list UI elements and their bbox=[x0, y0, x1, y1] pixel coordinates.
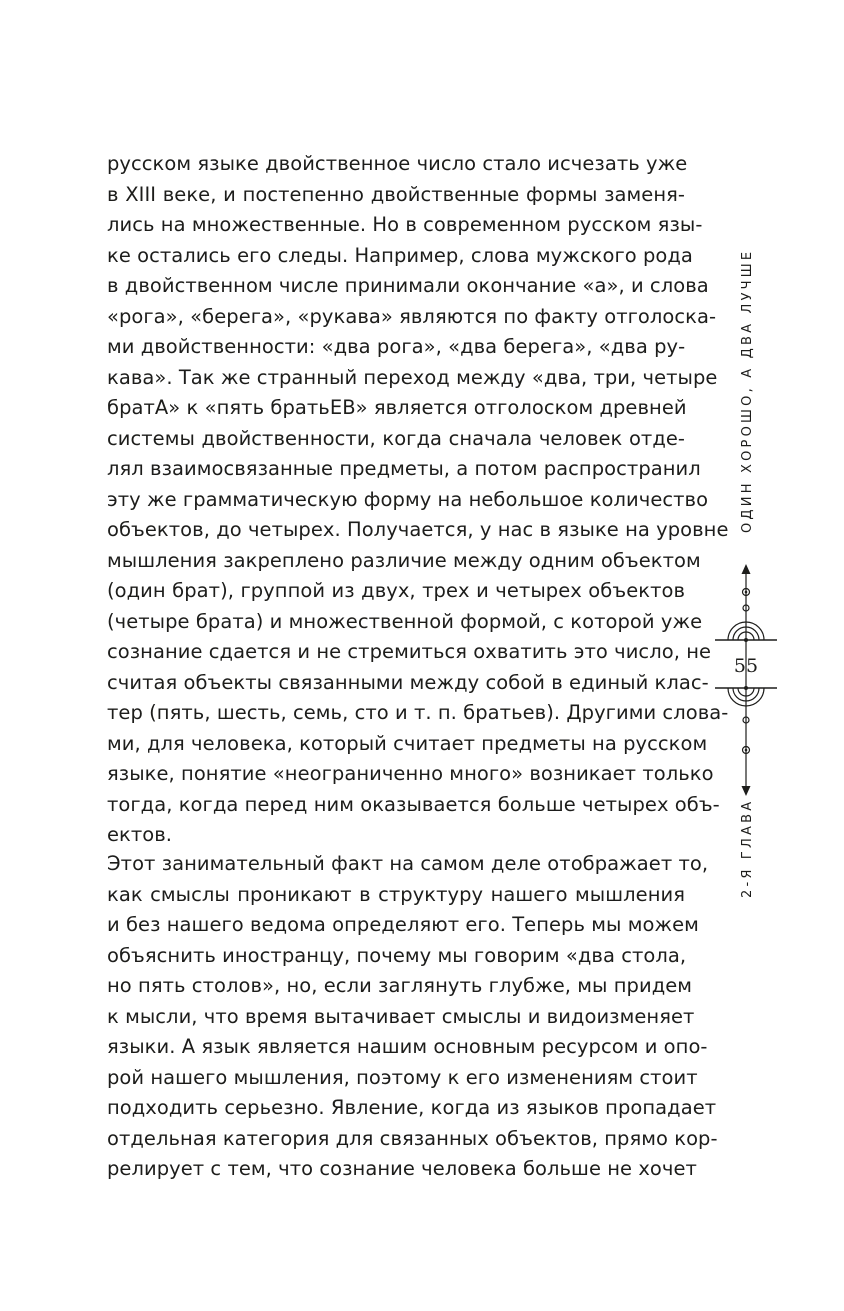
text-line: языки. А язык является нашим основным ресурсом и опо- bbox=[107, 1035, 708, 1058]
text-line: считая объекты связанными между собой в единый клас- bbox=[107, 670, 709, 694]
text-line: объяснить иностранцу, почему мы говорим «два стола, bbox=[107, 943, 687, 967]
text-line: (четыре брата) и множественной формой, с которой уже bbox=[107, 609, 703, 633]
text-line: ми, для человека, который считает предметы на русском bbox=[107, 731, 708, 755]
text-line: релирует с тем, что сознание человека больше не хочет bbox=[107, 1157, 697, 1180]
paragraph-1 bbox=[107, 149, 729, 851]
text-line: братА» к «пять братьЕВ» является отголоском древней bbox=[107, 396, 687, 419]
text-line: (один брат), группой из двух, трех и четырех объектов bbox=[107, 579, 685, 602]
text-line: рой нашего мышления, поэтому к его изменениям стоит bbox=[107, 1065, 698, 1089]
text-line: в XIII веке, и постепенно двойственные формы заменя- bbox=[107, 182, 685, 206]
text-line: но пять столов», но, если заглянуть глубже, мы придем bbox=[107, 974, 693, 997]
text-line: сознание сдается и не стремиться охватить это число, не bbox=[107, 640, 712, 663]
text-line: лись на множественные. Но в современном русском язы- bbox=[107, 213, 703, 236]
text-line: эту же грамматическую форму на небольшое количество bbox=[107, 487, 709, 511]
text-line: объектов, до четырех. Получается, у нас в языке на уровне bbox=[107, 518, 729, 541]
text-line: в двойственном числе принимали окончание «а», и слова bbox=[107, 274, 709, 297]
text-line: языке, понятие «неограниченно много» возникает только bbox=[107, 762, 714, 785]
paragraph-2 bbox=[107, 849, 718, 1185]
page-number-ornament-icon bbox=[711, 560, 781, 800]
text-line: подходить серьезно. Явление, когда из языков пропадает bbox=[107, 1096, 717, 1119]
text-line: ми двойственности: «два рога», «два берега», «два ру- bbox=[107, 335, 686, 358]
text-line: кава». Так же странный переход между «два, три, четыре bbox=[107, 365, 718, 389]
text-line: ектов. bbox=[107, 823, 173, 846]
book-title-running-head: ОДИН ХОРОШО, А ДВА ЛУЧШЕ bbox=[740, 248, 755, 533]
chapter-running-head: 2-Я ГЛАВА bbox=[740, 798, 755, 898]
side-margin bbox=[711, 230, 781, 910]
text-line: мышления закреплено различие между одним объектом bbox=[107, 548, 701, 572]
text-line: к мысли, что время вытачивает смыслы и видоизменяет bbox=[107, 1004, 695, 1028]
text-line: системы двойственности, когда сначала человек отде- bbox=[107, 426, 685, 450]
text-line: тогда, когда перед ним оказывается больше четырех объ- bbox=[107, 792, 720, 816]
text-line: лял взаимосвязанные предметы, а потом распространил bbox=[107, 457, 701, 480]
text-line: и без нашего ведома определяют его. Теперь мы можем bbox=[107, 913, 699, 936]
text-line: как смыслы проникают в структуру нашего мышления bbox=[107, 882, 685, 906]
text-line: ке остались его следы. Например, слова мужского рода bbox=[107, 243, 693, 267]
text-line: Этот занимательный факт на самом деле отображает то, bbox=[107, 852, 709, 875]
page-number: 55 bbox=[733, 655, 759, 677]
text-line: отдельная категория для связанных объектов, прямо кор- bbox=[107, 1126, 718, 1150]
text-line: «рога», «берега», «рукава» являются по факту отголоска- bbox=[107, 304, 717, 328]
text-line: русском языке двойственное число стало исчезать уже bbox=[107, 152, 688, 175]
text-line: тер (пять, шесть, семь, сто и т. п. братьев). Другими слова- bbox=[107, 701, 729, 724]
